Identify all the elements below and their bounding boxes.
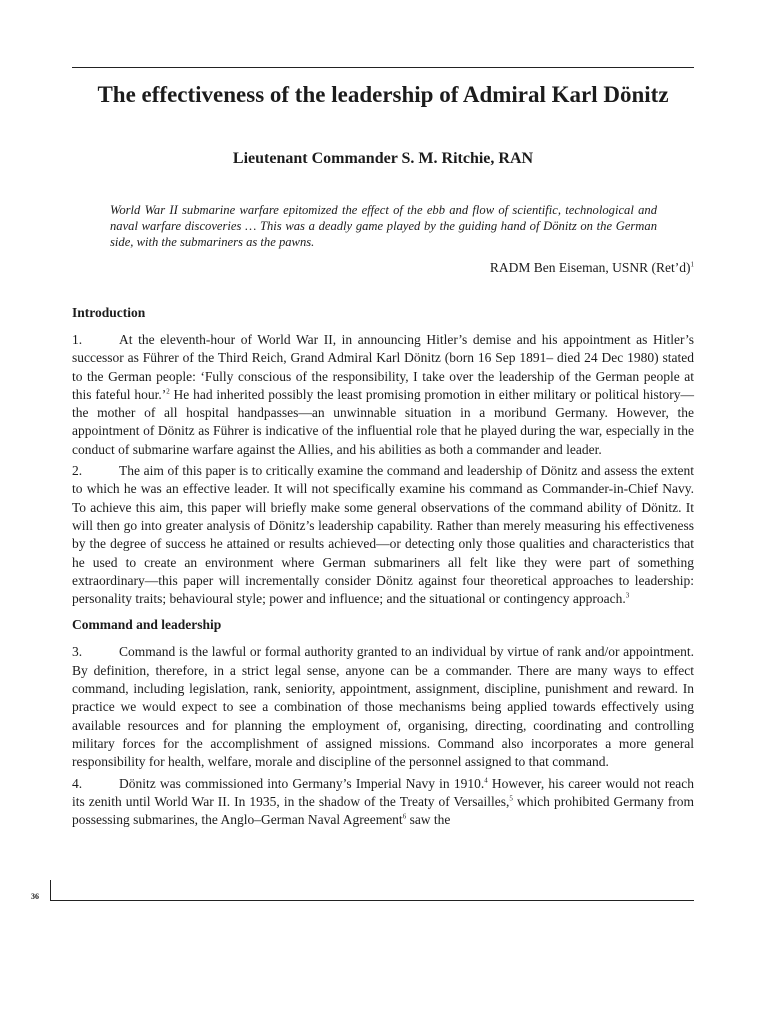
paragraph-2 — [72, 462, 694, 608]
paragraph-text: Command is the lawful or formal authority granted to an individual by virtue of rank and/or appointment. By definition, therefore, in a strict legal sense, anyone can be a commander. There are many ways to effect command, including legislation, rank, seniority, appointment, assignment, discipline, punishment and reward. In practice we would expect to see a combination of those mechanisms being applied towards effectively using available resources and for planning the employment of, organising, directing, coordinating and controlling military forces for the accomplishment of assigned missions. Command also incorporates a more general responsibility for health, welfare, morale and discipline of the personnel assigned to that command. — [72, 644, 694, 770]
paragraph-text: which prohibited Germany from possessing submarines, the Anglo–German Naval Agreement — [72, 793, 694, 828]
footnote-ref: 6 — [402, 812, 407, 821]
paragraph-text: However, his career would not reach its zenith until World War II. In 1935, in the shadow of the Treaty of Versailles, — [72, 775, 695, 809]
section-heading: Introduction — [72, 305, 146, 320]
paragraph-number: 1. — [72, 332, 83, 347]
page-number: 36 — [31, 892, 39, 901]
paragraph-number: 3. — [72, 644, 83, 660]
paragraph-3 — [72, 643, 694, 771]
paragraph-text: He had inherited possibly the least promising promotion in either military or political history—the mother of all hospital handpasses—an unwinnable situation in a moribund Germany. However, the appointment of Dönitz as Führer is indicative of the influential role that he played during the war, especially in the conduct of submarine warfare against the Allies, and his abilities as both a commander and leader. — [72, 386, 694, 457]
article-title: The effectiveness of the leadership of Admiral Karl Dönitz — [97, 82, 669, 107]
header-rule — [72, 67, 694, 68]
footnote-ref: 4 — [484, 776, 488, 785]
footnote-ref: 2 — [166, 387, 170, 396]
epigraph-quote: World War II submarine warfare epitomized the effect of the ebb and flow of scientific, technological and naval warfare discoveries … This was a deadly game played by the guiding hand of Dönitz on the German side, with the submariners as the pawns. — [110, 203, 657, 249]
footnote-ref: 5 — [509, 794, 513, 803]
paragraph-1 — [72, 331, 694, 459]
page-marker-rule — [50, 880, 51, 901]
section-heading: Command and leadership — [72, 617, 222, 633]
paragraph-number: 4. — [72, 775, 83, 791]
epigraph-attribution — [490, 259, 694, 276]
paragraph-4 — [72, 775, 694, 830]
paragraph-number: 2. — [72, 463, 83, 479]
article-body — [72, 304, 694, 832]
footnote-ref: 1 — [690, 260, 694, 269]
paragraph-text: The aim of this paper is to critically examine the command and leadership of Dönitz and assess the extent to which he was an effective leader. It will not specifically examine his command as Commander-in-Chief Navy. To achieve this aim, this paper will briefly make some general observations of the command ability of Dönitz. It will then go into greater analysis of Dönitz’s leadership capability. Rather than merely measuring his effectiveness by the degree of success he attained or results achieved—or detecting only those qualities and characteristics that he used to create an environment where German submariners all felt like they were part of something extraordinary—this paper will incrementally consider Dönitz against four theoretical approaches to leadership: personality traits; behavioural style; power and influence; and the situational or contingency approach. — [72, 463, 694, 607]
paragraph-text: Dönitz was commissioned into Germany’s Imperial Navy in 1910. — [119, 775, 485, 791]
attribution-text: RADM Ben Eiseman, USNR (Ret’d) — [489, 260, 691, 275]
footer-rule — [51, 900, 694, 901]
footnote-ref: 3 — [625, 591, 630, 600]
paragraph-text: saw the — [406, 812, 451, 828]
author-line: Lieutenant Commander S. M. Ritchie, RAN — [232, 150, 534, 167]
paragraph-text: At the eleventh-hour of World War II, in announcing Hitler’s demise and his appointment as Hitler’s successor as Führer of the Third Reich, Grand Admiral Karl Dönitz (born 16 Sep 1891– died 24 Dec 1980) stated to the German people: ‘Fully conscious of the responsibility, I take over the leadership of the German people at this fateful hour.’ — [72, 332, 694, 402]
